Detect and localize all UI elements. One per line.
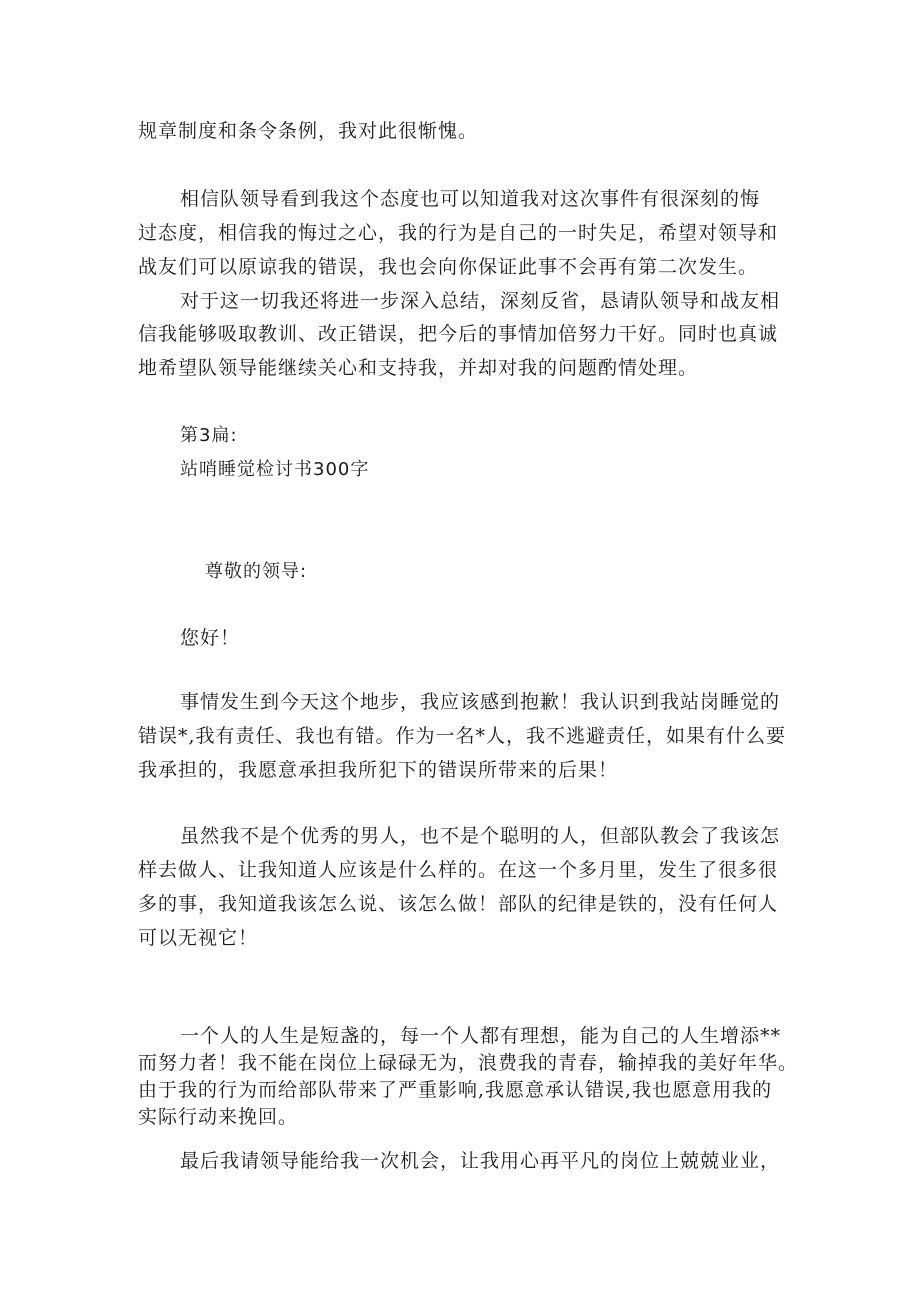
salutation: 尊敬的领导: <box>205 561 308 582</box>
paragraph-line: 战友们可以原谅我的错误，我也会向你保证此事不会再有第二次发生。 <box>138 256 759 278</box>
section-label: 第3扁: <box>180 425 238 446</box>
paragraph-line: 由于我的行为而给部队带来了严重影响,我愿意承认错误,我也愿意用我的 <box>138 1079 773 1101</box>
paragraph-line: 虽然我不是个优秀的男人，也不是个聪明的人，但部队教会了我该怎 <box>180 825 781 847</box>
paragraph-line: 对于这一切我还将进一步深入总结，深刻反省，恳请队领导和战友相 <box>180 290 781 312</box>
paragraph-line: 多的事，我知道我该怎么说、该怎么做！部队的纪律是铁的，没有任何人 <box>138 893 779 915</box>
paragraph-line: 过态度，相信我的悔过之心，我的行为是自己的一时失足，希望对领导和 <box>138 222 779 244</box>
paragraph-line: 实际行动来挽回。 <box>138 1106 299 1128</box>
paragraph-line: 错误*,我有责任、我也有错。作为一名*人，我不逃避责任，如果有什么要 <box>138 725 787 747</box>
paragraph-line: 地希望队领导能继续关心和支持我，并却对我的问题酌情处理。 <box>138 357 699 379</box>
paragraph-line: 一个人的人生是短盏的，每一个人都有理想，能为自己的人生增添** <box>180 1025 782 1047</box>
paragraph-line: 事情发生到今天这个地步，我应该感到抱歉！我认识到我站岗睡觉的 <box>180 691 781 713</box>
section-title: 站哨睡觉检讨书300字 <box>180 459 370 480</box>
greeting: 您好！ <box>180 627 241 649</box>
paragraph-line: 规章制度和条令条例，我对此很惭愧。 <box>138 120 479 142</box>
paragraph-line: 相信队领导看到我这个态度也可以知道我对这次事件有很深刻的悔 <box>180 188 761 210</box>
paragraph-line: 我承担的，我愿意承担我所犯下的错误所带来的后果！ <box>138 759 619 781</box>
paragraph-line: 而努力者！我不能在岗位上碌碌无为，浪费我的青春，输掉我的美好年华。 <box>138 1052 799 1074</box>
paragraph-line: 可以无视它！ <box>138 927 259 949</box>
paragraph-line: 信我能够吸取教训、改正错误，把今后的事情加倍努力干好。同时也真诚 <box>138 323 779 345</box>
paragraph-line: 样去做人、让我知道人应该是什么样的。在这一个多月里，发生了很多很 <box>138 859 779 881</box>
paragraph-line: 最后我请领导能给我一次机会，让我用心再平凡的岗位上兢兢业业， <box>180 1150 781 1172</box>
